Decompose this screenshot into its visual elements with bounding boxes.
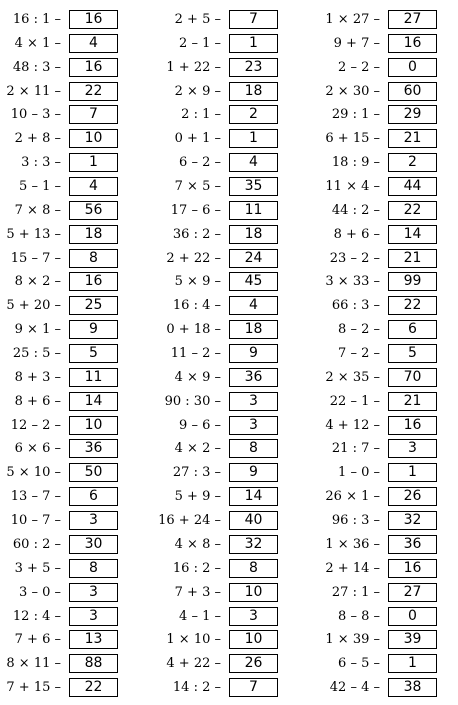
answer-box[interactable]: 39 [388, 630, 437, 649]
answer-box[interactable]: 5 [69, 344, 118, 363]
answer-box[interactable]: 1 [69, 153, 118, 172]
problem-row [0, 604, 437, 628]
answer-box[interactable]: 7 [229, 678, 278, 697]
answer-box[interactable]: 3 [69, 583, 118, 602]
problem-row [0, 79, 437, 103]
problem-expression: 10 – 3 – [10, 106, 61, 122]
problem-expression: 8 × 2 – [14, 273, 61, 289]
problem-expression: 4 × 8 – [174, 536, 221, 552]
problem-expression: 25 : 5 – [12, 345, 61, 361]
problem-row [0, 556, 437, 580]
problem-expression: 2 – 2 – [338, 59, 380, 75]
answer-box[interactable]: 16 [388, 416, 437, 435]
answer-box[interactable]: 3 [388, 439, 437, 458]
problem-expression: 2 + 14 – [325, 560, 380, 576]
answer-box[interactable]: 1 [229, 129, 278, 148]
answer-box[interactable]: 0 [388, 607, 437, 626]
answer-box[interactable]: 22 [69, 678, 118, 697]
problem-row [0, 222, 437, 246]
problem-row [0, 174, 437, 198]
problem-expression: 42 – 4 – [329, 679, 380, 695]
answer-box[interactable]: 5 [388, 344, 437, 363]
answer-box[interactable]: 16 [69, 272, 118, 291]
problem-row [0, 484, 437, 508]
answer-box[interactable]: 16 [69, 58, 118, 77]
problem-expression: 1 + 22 – [166, 59, 221, 75]
problem-expression: 4 × 1 – [14, 35, 61, 51]
problem-row [0, 532, 437, 556]
problem-expression: 5 + 13 – [6, 226, 61, 242]
problem-expression: 3 – 0 – [19, 584, 61, 600]
answer-box[interactable]: 3 [229, 416, 278, 435]
answer-box[interactable]: 11 [229, 201, 278, 220]
problem-expression: 7 + 15 – [6, 679, 61, 695]
problem-expression: 16 : 1 – [12, 11, 61, 27]
problem-expression: 11 – 2 – [170, 345, 221, 361]
problem-expression: 9 × 1 – [14, 321, 61, 337]
answer-box[interactable]: 11 [69, 368, 118, 387]
problem-expression: 12 – 2 – [10, 417, 61, 433]
problem-expression: 10 – 7 – [10, 512, 61, 528]
problem-expression: 6 + 15 – [325, 130, 380, 146]
answer-box[interactable]: 4 [229, 296, 278, 315]
problem-expression: 27 : 3 – [172, 464, 221, 480]
problem-expression: 8 + 6 – [333, 226, 380, 242]
answer-box[interactable]: 36 [388, 535, 437, 554]
problem-expression: 5 – 1 – [19, 178, 61, 194]
answer-box[interactable]: 2 [229, 105, 278, 124]
answer-box[interactable]: 4 [69, 177, 118, 196]
problem-expression: 1 – 0 – [338, 464, 380, 480]
problem-expression: 4 × 2 – [174, 440, 221, 456]
problem-row [0, 389, 437, 413]
answer-box[interactable]: 18 [229, 225, 278, 244]
answer-box[interactable]: 22 [388, 296, 437, 315]
answer-box[interactable]: 60 [388, 82, 437, 101]
answer-box[interactable]: 23 [229, 58, 278, 77]
answer-box[interactable]: 3 [69, 607, 118, 626]
answer-box[interactable]: 32 [388, 511, 437, 530]
problem-row [0, 7, 437, 31]
answer-box[interactable]: 9 [229, 344, 278, 363]
problem-expression: 1 × 10 – [166, 631, 221, 647]
answer-box[interactable]: 4 [69, 34, 118, 53]
problem-expression: 9 – 6 – [179, 417, 221, 433]
problem-expression: 12 : 4 – [12, 608, 61, 624]
answer-box[interactable]: 9 [69, 320, 118, 339]
problem-expression: 2 + 22 – [166, 250, 221, 266]
answer-box[interactable]: 21 [388, 129, 437, 148]
problem-expression: 1 × 27 – [325, 11, 380, 27]
answer-box[interactable]: 13 [69, 630, 118, 649]
problem-row [0, 293, 437, 317]
problem-expression: 14 : 2 – [172, 679, 221, 695]
problem-expression: 5 × 10 – [6, 464, 61, 480]
problem-expression: 13 – 7 – [10, 488, 61, 504]
problem-expression: 21 : 7 – [331, 440, 380, 456]
answer-box[interactable]: 3 [229, 392, 278, 411]
answer-box[interactable]: 6 [69, 487, 118, 506]
problem-row [0, 627, 437, 651]
answer-box[interactable]: 8 [69, 559, 118, 578]
problem-expression: 2 : 1 – [181, 106, 221, 122]
problem-expression: 1 × 39 – [325, 631, 380, 647]
problem-expression: 2 × 35 – [325, 369, 380, 385]
answer-box[interactable]: 70 [388, 368, 437, 387]
answer-box[interactable]: 16 [69, 10, 118, 29]
problem-expression: 17 – 6 – [170, 202, 221, 218]
problem-expression: 8 – 8 – [338, 608, 380, 624]
problem-expression: 11 × 4 – [325, 178, 380, 194]
answer-box[interactable]: 30 [69, 535, 118, 554]
problem-expression: 4 + 22 – [166, 655, 221, 671]
problem-row [0, 675, 437, 699]
problem-expression: 5 + 20 – [6, 297, 61, 313]
problem-row [0, 413, 437, 437]
answer-box[interactable]: 10 [69, 416, 118, 435]
answer-box[interactable]: 18 [229, 320, 278, 339]
answer-box[interactable]: 18 [69, 225, 118, 244]
problem-expression: 16 + 24 – [158, 512, 221, 528]
problem-row [0, 508, 437, 532]
problem-expression: 7 + 6 – [14, 631, 61, 647]
answer-box[interactable]: 7 [69, 105, 118, 124]
problem-expression: 2 × 30 – [325, 83, 380, 99]
answer-box[interactable]: 29 [388, 105, 437, 124]
problem-row [0, 198, 437, 222]
problem-row [0, 150, 437, 174]
answer-box[interactable]: 26 [388, 487, 437, 506]
problem-row [0, 126, 437, 150]
answer-box[interactable]: 45 [229, 272, 278, 291]
answer-box[interactable]: 1 [388, 463, 437, 482]
answer-box[interactable]: 1 [229, 34, 278, 53]
problem-expression: 6 × 6 – [14, 440, 61, 456]
problem-expression: 6 – 2 – [179, 154, 221, 170]
answer-box[interactable]: 40 [229, 511, 278, 530]
answer-box[interactable]: 1 [388, 654, 437, 673]
problem-expression: 4 + 12 – [325, 417, 380, 433]
answer-box[interactable]: 38 [388, 678, 437, 697]
problem-row [0, 317, 437, 341]
answer-box[interactable]: 44 [388, 177, 437, 196]
problem-expression: 60 : 2 – [12, 536, 61, 552]
problem-row [0, 341, 437, 365]
problem-expression: 7 – 2 – [338, 345, 380, 361]
problem-expression: 2 × 9 – [174, 83, 221, 99]
problem-expression: 3 × 33 – [325, 273, 380, 289]
problem-row [0, 55, 437, 79]
problem-expression: 3 : 3 – [21, 154, 61, 170]
answer-box[interactable]: 32 [229, 535, 278, 554]
problem-expression: 15 – 7 – [10, 250, 61, 266]
problem-expression: 26 × 1 – [325, 488, 380, 504]
answer-box[interactable]: 8 [229, 439, 278, 458]
problem-expression: 27 : 1 – [331, 584, 380, 600]
answer-box[interactable]: 0 [388, 58, 437, 77]
problem-row [0, 436, 437, 460]
answer-box[interactable]: 7 [229, 10, 278, 29]
answer-box[interactable]: 88 [69, 654, 118, 673]
problem-expression: 8 × 11 – [6, 655, 61, 671]
problem-expression: 8 – 2 – [338, 321, 380, 337]
answer-box[interactable]: 22 [388, 201, 437, 220]
answer-box[interactable]: 8 [69, 249, 118, 268]
answer-box[interactable]: 21 [388, 392, 437, 411]
problem-expression: 4 × 9 – [174, 369, 221, 385]
answer-box[interactable]: 8 [229, 559, 278, 578]
answer-box[interactable]: 10 [69, 129, 118, 148]
answer-box[interactable]: 16 [388, 34, 437, 53]
answer-box[interactable]: 36 [229, 368, 278, 387]
answer-box[interactable]: 16 [388, 559, 437, 578]
answer-box[interactable]: 35 [229, 177, 278, 196]
problem-expression: 2 – 1 – [179, 35, 221, 51]
answer-box[interactable]: 14 [229, 487, 278, 506]
problem-expression: 9 + 7 – [333, 35, 380, 51]
answer-box[interactable]: 14 [69, 392, 118, 411]
problem-expression: 18 : 9 – [331, 154, 380, 170]
problem-expression: 7 + 3 – [174, 584, 221, 600]
answer-box[interactable]: 4 [229, 153, 278, 172]
problem-row [0, 365, 437, 389]
problem-expression: 2 + 8 – [14, 130, 61, 146]
problem-expression: 7 × 8 – [14, 202, 61, 218]
problem-expression: 8 + 6 – [14, 393, 61, 409]
problem-expression: 90 : 30 – [164, 393, 221, 409]
problem-expression: 36 : 2 – [172, 226, 221, 242]
answer-box[interactable]: 50 [69, 463, 118, 482]
answer-box[interactable]: 36 [69, 439, 118, 458]
problem-expression: 6 – 5 – [338, 655, 380, 671]
problem-expression: 16 : 4 – [172, 297, 221, 313]
answer-box[interactable]: 27 [388, 583, 437, 602]
problem-expression: 3 + 5 – [14, 560, 61, 576]
problem-expression: 44 : 2 – [331, 202, 380, 218]
answer-box[interactable]: 99 [388, 272, 437, 291]
answer-box[interactable]: 3 [69, 511, 118, 530]
problem-expression: 29 : 1 – [331, 106, 380, 122]
problem-expression: 8 + 3 – [14, 369, 61, 385]
problem-expression: 1 × 36 – [325, 536, 380, 552]
problem-expression: 48 : 3 – [12, 59, 61, 75]
answer-box[interactable]: 2 [388, 153, 437, 172]
problem-expression: 0 + 18 – [166, 321, 221, 337]
problem-expression: 22 – 1 – [329, 393, 380, 409]
problem-row [0, 102, 437, 126]
problem-row [0, 460, 437, 484]
problem-expression: 66 : 3 – [331, 297, 380, 313]
answer-box[interactable]: 6 [388, 320, 437, 339]
worksheet [0, 7, 458, 703]
problem-row [0, 31, 437, 55]
problem-expression: 23 – 2 – [329, 250, 380, 266]
problem-expression: 5 × 9 – [174, 273, 221, 289]
answer-box[interactable]: 21 [388, 249, 437, 268]
problem-expression: 4 – 1 – [179, 608, 221, 624]
answer-box[interactable]: 56 [69, 201, 118, 220]
answer-box[interactable]: 22 [69, 82, 118, 101]
answer-box[interactable]: 26 [229, 654, 278, 673]
problem-expression: 96 : 3 – [331, 512, 380, 528]
problem-expression: 5 + 9 – [174, 488, 221, 504]
problem-expression: 16 : 2 – [172, 560, 221, 576]
problem-row [0, 246, 437, 270]
answer-box[interactable]: 24 [229, 249, 278, 268]
answer-box[interactable]: 3 [229, 607, 278, 626]
answer-box[interactable]: 10 [229, 630, 278, 649]
problem-row [0, 580, 437, 604]
problem-expression: 7 × 5 – [174, 178, 221, 194]
problem-row [0, 651, 437, 675]
problem-expression: 0 + 1 – [174, 130, 221, 146]
answer-box[interactable]: 10 [229, 583, 278, 602]
answer-box[interactable]: 18 [229, 82, 278, 101]
problem-expression: 2 × 11 – [6, 83, 61, 99]
problem-expression: 2 + 5 – [174, 11, 221, 27]
answer-box[interactable]: 27 [388, 10, 437, 29]
problem-row [0, 269, 437, 293]
answer-box[interactable]: 9 [229, 463, 278, 482]
answer-box[interactable]: 25 [69, 296, 118, 315]
answer-box[interactable]: 14 [388, 225, 437, 244]
